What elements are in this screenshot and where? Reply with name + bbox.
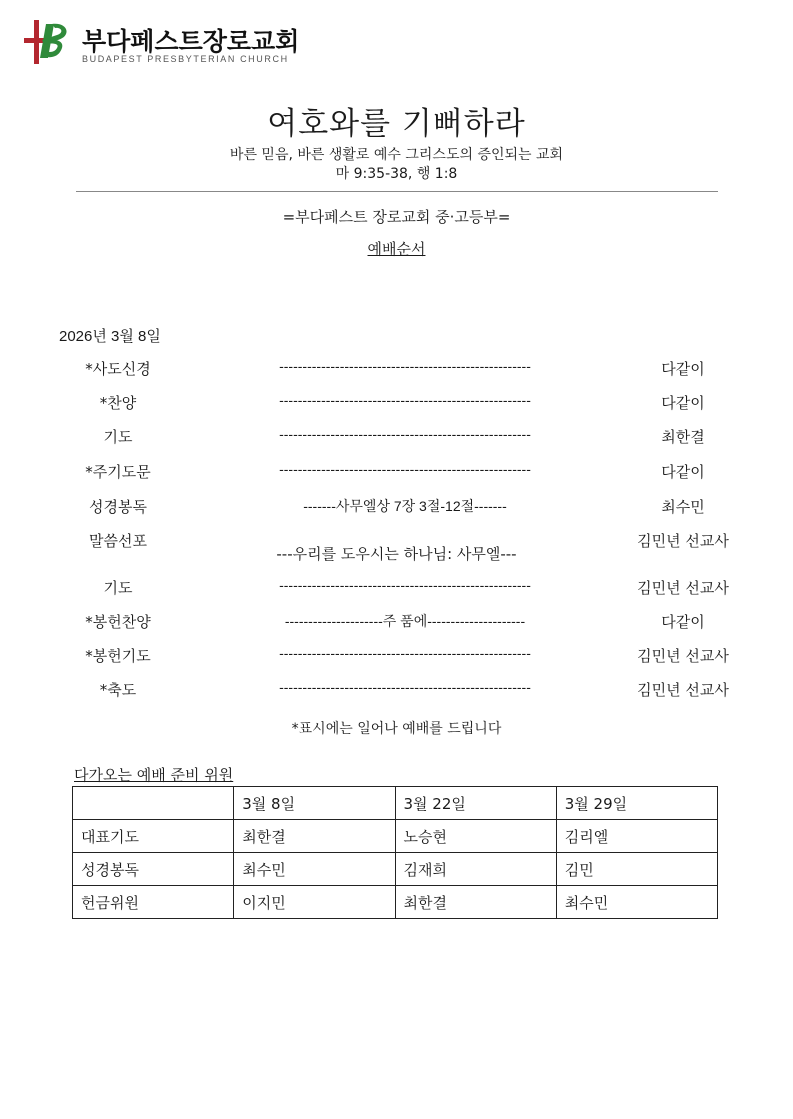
service-leader: 다같이 — [661, 463, 705, 481]
table-header-cell: 3월 29일 — [556, 787, 717, 820]
service-leader: 다같이 — [661, 394, 705, 412]
table-cell: 성경봉독 — [73, 853, 234, 886]
service-row — [0, 461, 793, 483]
table-cell: 김민 — [556, 853, 717, 886]
service-detail: -------사무엘상 7장 3절-12절------- — [303, 498, 507, 514]
service-leader: 김민년 선교사 — [637, 532, 729, 550]
service-leader: 김민년 선교사 — [637, 681, 729, 699]
service-leader: 김민년 선교사 — [637, 579, 729, 597]
service-item: *축도 — [99, 681, 137, 699]
table-row — [73, 886, 718, 919]
service-row — [0, 426, 793, 448]
service-row — [0, 645, 793, 667]
table-cell: 최한결 — [395, 886, 556, 919]
sermon-title: ---우리를 도우시는 하나님: 사무엘--- — [276, 545, 517, 563]
table-cell: 최한결 — [234, 820, 395, 853]
service-detail: ------------------------------------------------------ — [279, 461, 531, 477]
service-item: *주기도문 — [85, 463, 151, 481]
table-row — [73, 820, 718, 853]
service-detail: ------------------------------------------------------ — [279, 358, 531, 374]
service-row — [0, 611, 793, 633]
table-row — [73, 853, 718, 886]
service-detail: ------------------------------------------------------ — [279, 392, 531, 408]
table-cell: 대표기도 — [73, 820, 234, 853]
church-logo — [24, 18, 324, 68]
church-english-name: BUDAPEST PRESBYTERIAN CHURCH — [82, 54, 289, 64]
standing-note: *표시에는 일어나 예배를 드립니다 — [291, 721, 502, 737]
service-detail: ------------------------------------------------------ — [279, 645, 531, 661]
table-cell: 최수민 — [556, 886, 717, 919]
header-divider — [76, 191, 718, 192]
service-date: 2026년 3월 8일 — [59, 328, 161, 345]
service-leader: 다같이 — [661, 613, 705, 631]
table-cell: 노승현 — [395, 820, 556, 853]
page-title: 여호와를 기뻐하라 — [267, 106, 526, 142]
service-item: *봉헌기도 — [85, 647, 151, 665]
motto-verse: 마 9:35-38, 행 1:8 — [335, 166, 458, 182]
upcoming-heading: 다가오는 예배 준비 위원 — [74, 766, 234, 784]
service-row — [0, 679, 793, 701]
service-row — [0, 577, 793, 599]
service-item: 말씀선포 — [89, 532, 147, 550]
church-logo-icon — [24, 18, 76, 66]
service-leader: 김민년 선교사 — [637, 647, 729, 665]
prep-committee-table — [72, 786, 718, 919]
church-motto: 바른 믿음, 바른 생활로 예수 그리스도의 증인되는 교회 — [229, 147, 564, 163]
service-detail: ------------------------------------------------------ — [279, 577, 531, 593]
service-row — [0, 392, 793, 414]
service-item: 기도 — [103, 579, 133, 597]
department-heading: =부다페스트 장로교회 중·고등부= — [282, 208, 511, 226]
service-item: *봉헌찬양 — [85, 613, 151, 631]
order-title: 예배순서 — [367, 240, 426, 258]
table-cell: 김재희 — [395, 853, 556, 886]
order-heading — [0, 238, 793, 259]
table-cell: 이지민 — [234, 886, 395, 919]
table-cell: 최수민 — [234, 853, 395, 886]
service-item: 성경봉독 — [89, 498, 147, 516]
service-leader: 최한결 — [661, 428, 705, 446]
service-item: *사도신경 — [85, 360, 151, 378]
table-cell: 김리엘 — [556, 820, 717, 853]
table-cell: 헌금위원 — [73, 886, 234, 919]
table-header-cell: 3월 8일 — [234, 787, 395, 820]
service-row — [0, 496, 793, 518]
service-item: *찬양 — [99, 394, 137, 412]
table-header-row — [73, 787, 718, 820]
service-detail: ---------------------주 품에--------------------- — [284, 613, 526, 629]
table-header-cell: 3월 22일 — [395, 787, 556, 820]
service-item: 기도 — [103, 428, 133, 446]
service-detail: ------------------------------------------------------ — [279, 426, 531, 442]
service-detail: ------------------------------------------------------ — [279, 679, 531, 695]
service-row — [0, 358, 793, 380]
service-leader: 최수민 — [661, 498, 705, 516]
church-name: 부다페스트장로교회 — [82, 27, 300, 56]
service-leader: 다같이 — [661, 360, 705, 378]
table-header-cell — [73, 787, 234, 820]
